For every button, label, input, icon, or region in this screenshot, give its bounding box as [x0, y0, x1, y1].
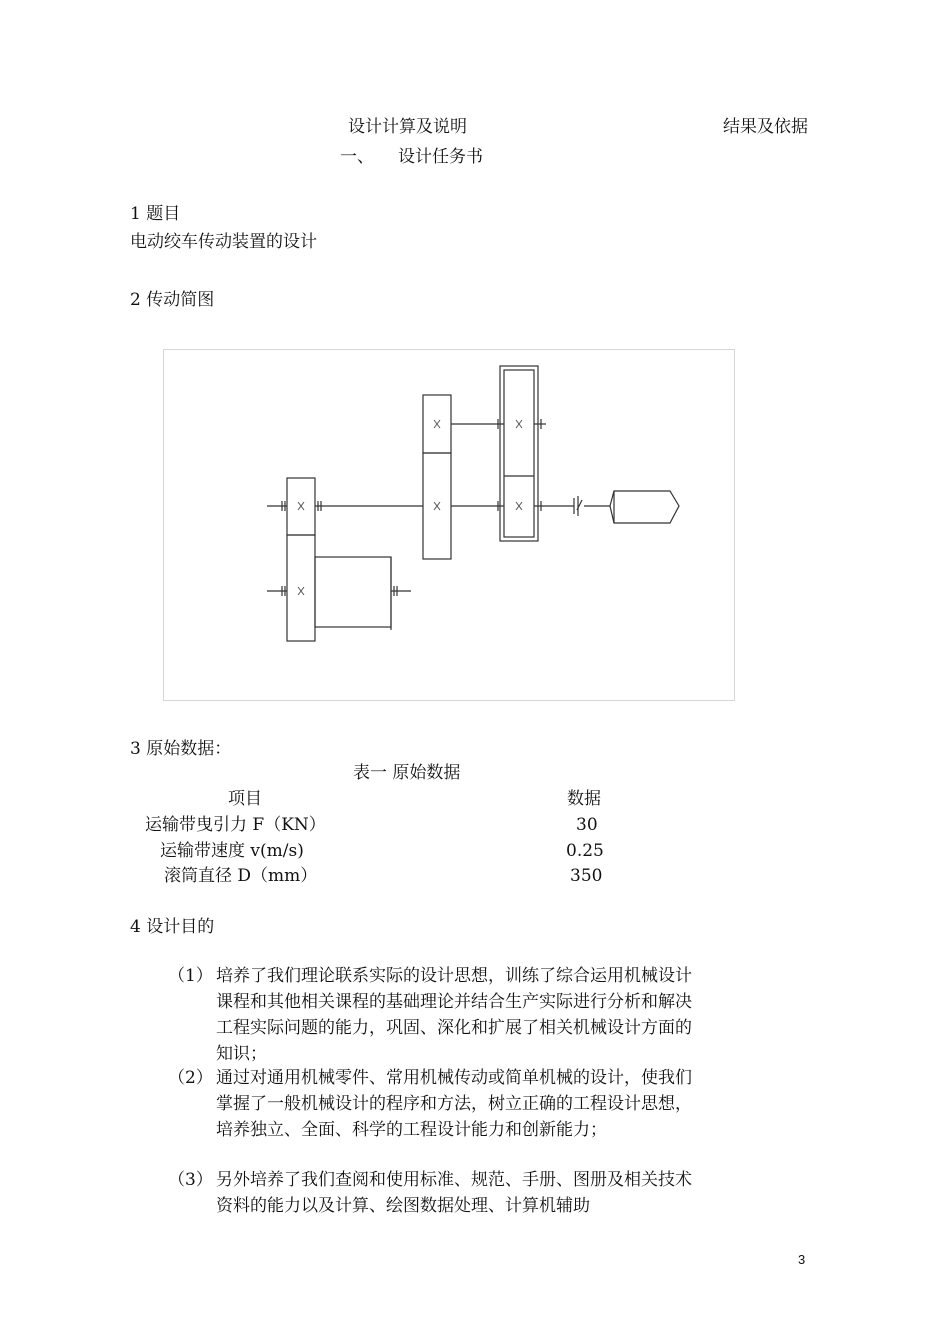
section-title: 设计任务书 — [398, 147, 483, 167]
transmission-diagram-svg — [164, 350, 734, 700]
table-row-item: 运输带速度 v(m/s) — [160, 841, 304, 861]
gear-housing-inner — [504, 370, 534, 537]
header-left: 设计计算及说明 — [348, 117, 467, 137]
purpose-item-number: （1） — [168, 966, 213, 986]
table-header-item: 项目 — [228, 789, 262, 809]
section-number: 一、 — [340, 147, 374, 167]
data-heading: 3 原始数据： — [130, 739, 232, 759]
purpose-item-text: 另外培养了我们查阅和使用标准、规范、手册、图册及相关技术资料的能力以及计算、绘图数据处理、计算机辅助 — [216, 1170, 692, 1216]
gear-housing-outer — [500, 366, 538, 541]
table-header-value: 数据 — [567, 789, 601, 809]
table-row-value: 30 — [576, 815, 598, 835]
table-row-value: 350 — [570, 866, 603, 886]
diagram-heading: 2 传动简图 — [130, 290, 215, 310]
gear-left-lower — [287, 535, 315, 641]
reel-frame — [315, 557, 391, 627]
purpose-item-number: （2） — [168, 1068, 213, 1088]
header-right: 结果及依据 — [723, 117, 808, 137]
transmission-diagram — [163, 349, 735, 701]
page-number: 3 — [798, 1252, 806, 1267]
motor-body — [610, 491, 679, 523]
topic-text: 电动绞车传动装置的设计 — [130, 232, 317, 252]
table-row-item: 滚筒直径 D（mm） — [164, 866, 318, 886]
table-caption: 表一 原始数据 — [353, 763, 461, 783]
purpose-item-number: （3） — [168, 1170, 213, 1190]
topic-heading: 1 题目 — [130, 204, 181, 224]
purpose-heading: 4 设计目的 — [130, 917, 215, 937]
table-row-value: 0.25 — [566, 841, 604, 861]
table-row-item: 运输带曳引力 F（KN） — [145, 815, 326, 835]
purpose-item-text: 通过对通用机械零件、常用机械传动或简单机械的设计，使我们掌握了一般机械设计的程序和方法，树立正确的工程设计思想，培养独立、全面、科学的工程设计能力和创新能力； — [216, 1068, 692, 1140]
purpose-item-text: 培养了我们理论联系实际的设计思想，训练了综合运用机械设计课程和其他相关课程的基础理论并结合生产实际进行分析和解决工程实际问题的能力，巩固、深化和扩展了相关机械设计方面的知识； — [216, 966, 692, 1064]
